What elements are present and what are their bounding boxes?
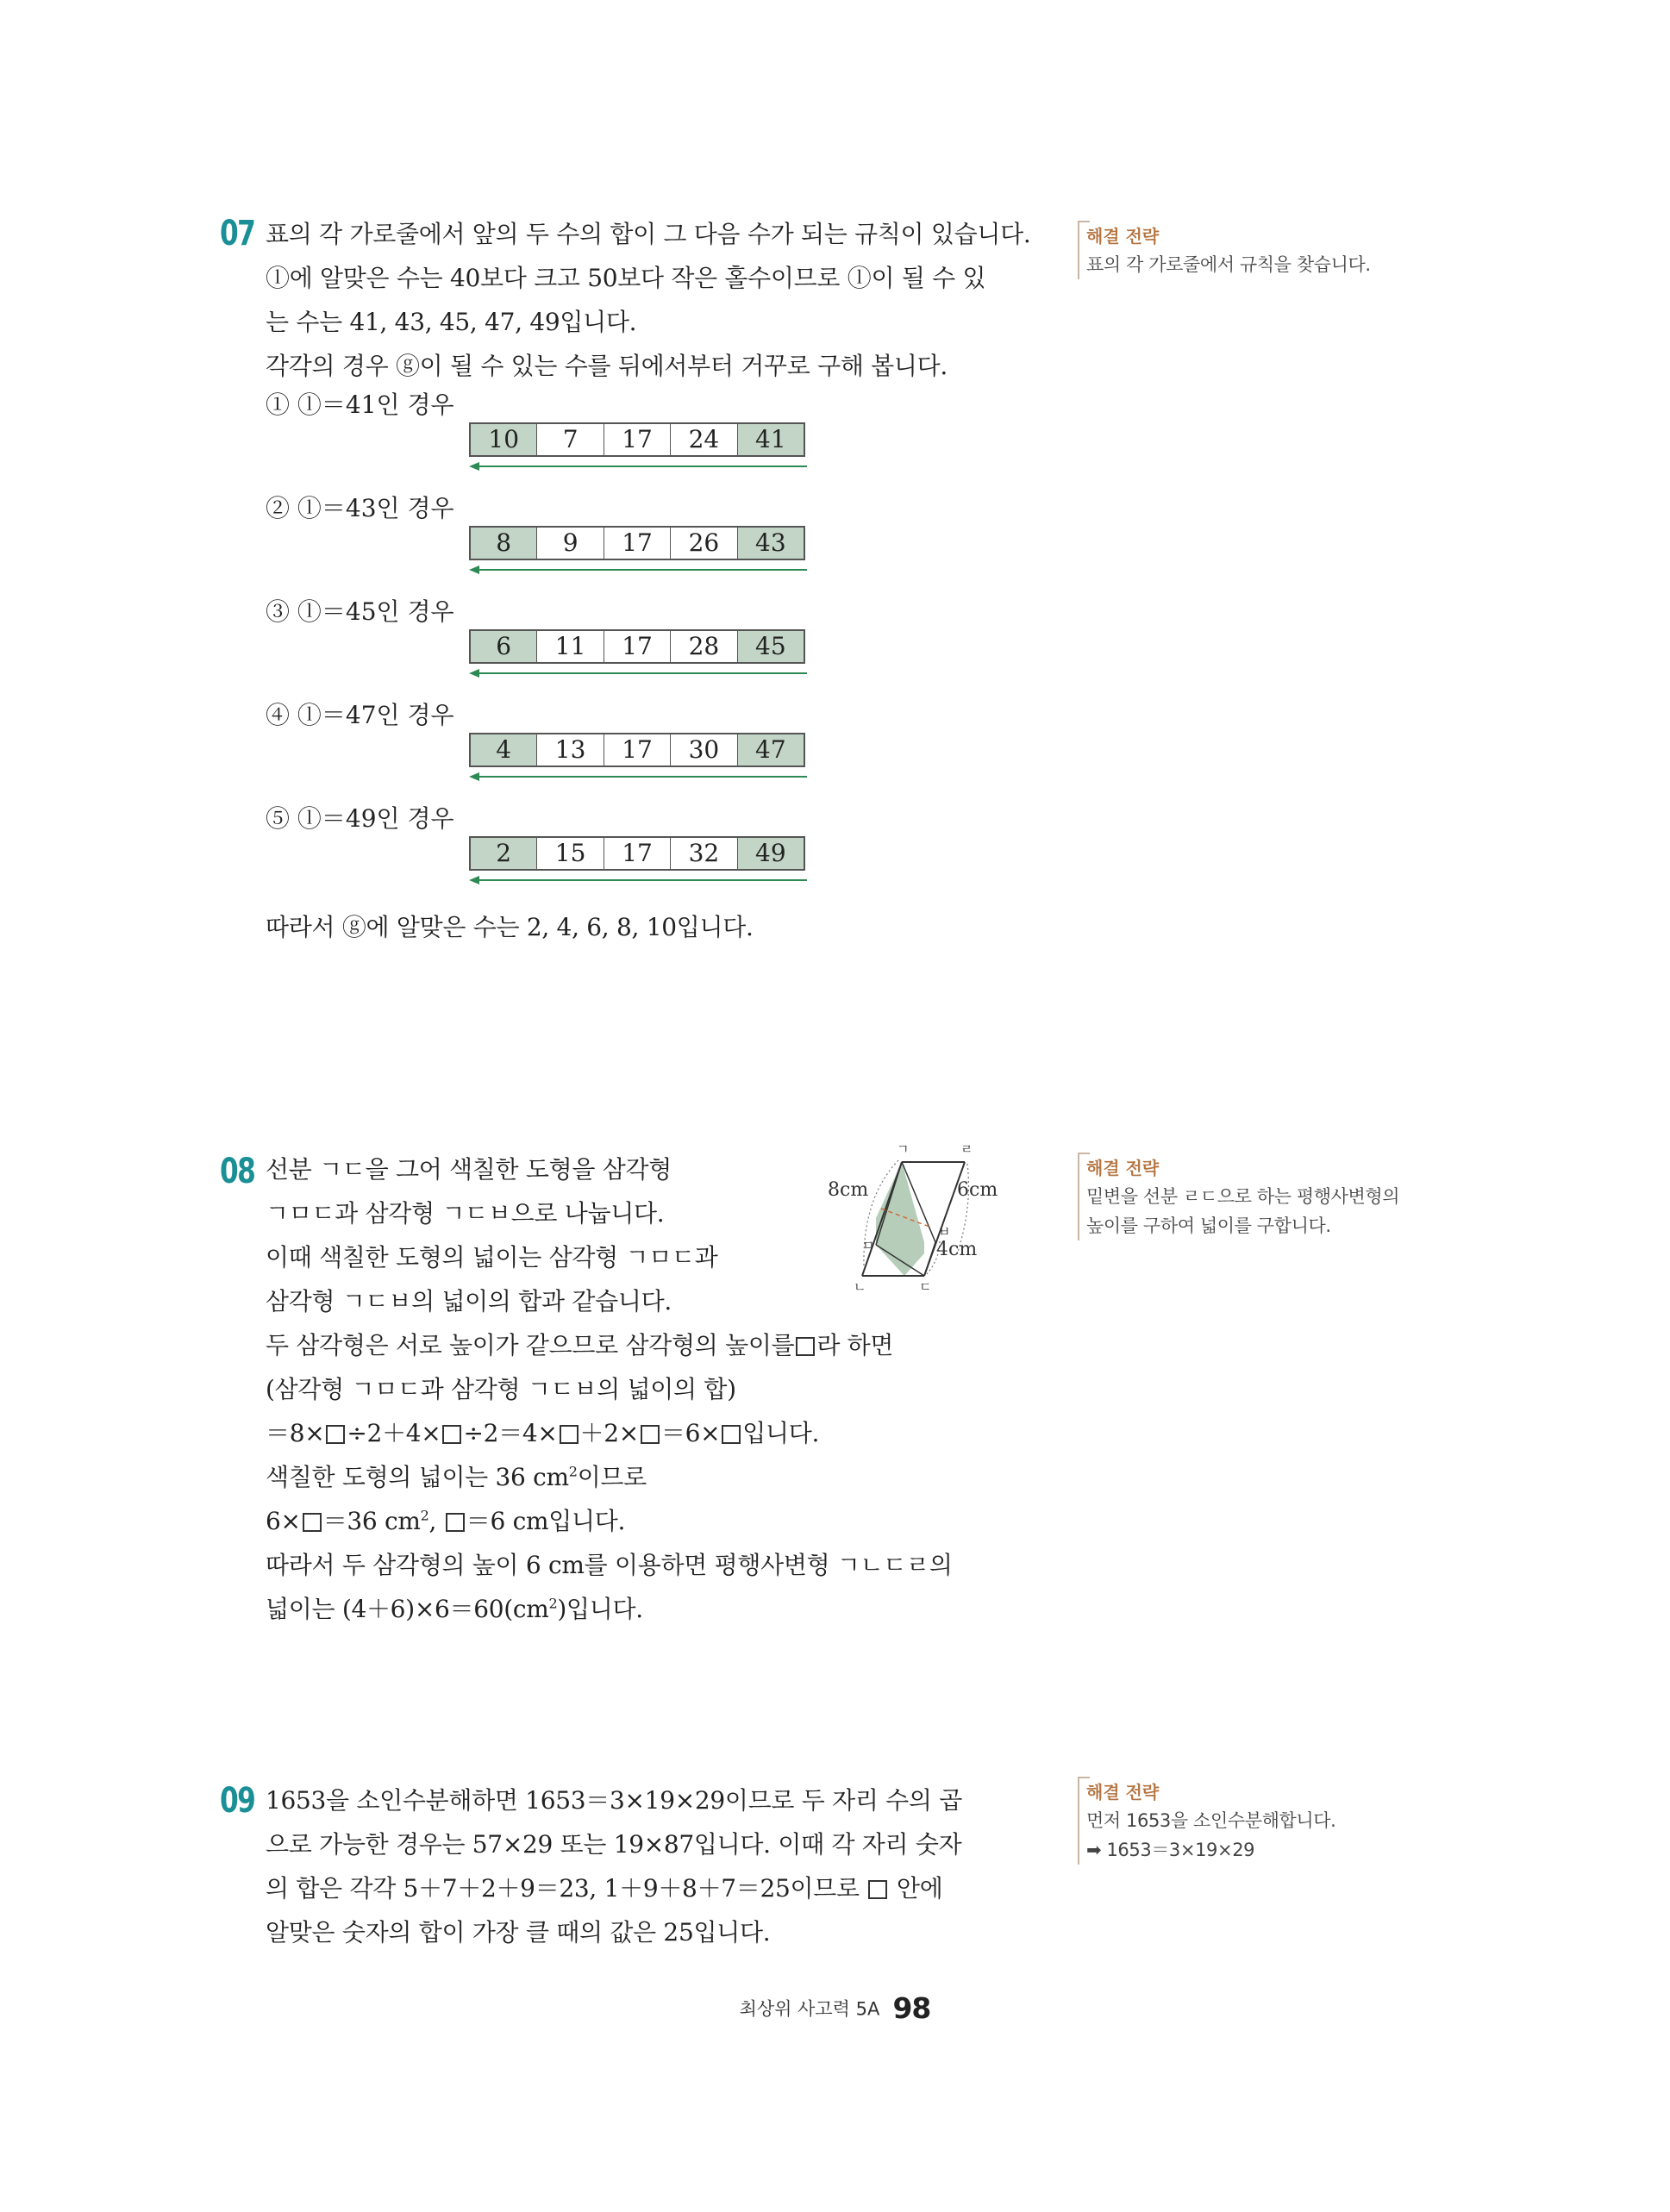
- length-label-8cm: 8cm: [828, 1179, 869, 1201]
- p08-l8c: 이므로: [577, 1463, 647, 1491]
- p08-l11c: )입니다.: [557, 1595, 643, 1623]
- p08-line-3: 이때 색칠한 도형의 넓이는 삼각형 ㄱㅁㄷ과: [266, 1243, 718, 1272]
- vertex-label-g: ㄱ: [897, 1141, 910, 1157]
- sequence-cell: 6: [471, 631, 537, 662]
- p07-line-2: ⓛ에 알맞은 수는 40보다 크고 50보다 작은 홀수이므로 ⓛ이 될 수 있: [266, 264, 986, 292]
- sequence-cell: 15: [537, 838, 604, 869]
- strategy-line: 표의 각 가로줄에서 규칙을 찾습니다.: [1086, 254, 1371, 275]
- p07-case-label: ② ⓛ＝43인 경우: [266, 494, 454, 522]
- sequence-cell: 8: [471, 528, 537, 559]
- p08-strategy-box: [1078, 1154, 1466, 1240]
- p08-l8a: 색칠한 도형의 넓이는 36 cm: [266, 1463, 569, 1491]
- arrow-head: [469, 876, 479, 884]
- sequence-cell: 7: [537, 424, 604, 455]
- p08-line-10: 따라서 두 삼각형의 높이 6 cm를 이용하면 평행사변형 ㄱㄴㄷㄹ의: [266, 1551, 953, 1579]
- sequence-table: [469, 526, 805, 560]
- p09-line-1: 1653을 소인수분해하면 1653＝3×19×29이므로 두 자리 수의 곱: [266, 1786, 963, 1815]
- sequence-table-wrapper: [469, 836, 809, 888]
- p08-l7f: 입니다.: [742, 1419, 820, 1447]
- sequence-cell: 17: [604, 631, 671, 662]
- p08-line-7: [266, 1411, 1024, 1455]
- backward-arrow: [469, 564, 809, 576]
- blank-square: [446, 1513, 465, 1532]
- sequence-cell: 9: [537, 528, 604, 559]
- sequence-cell: 10: [471, 424, 537, 455]
- arrow-head: [469, 462, 479, 471]
- sequence-cell: 17: [604, 528, 671, 559]
- p09-l3-suffix: 안에: [896, 1874, 943, 1903]
- p08-l1: 선분 ㄱㄷ을 그어 색칠한 도형을 삼각형: [266, 1155, 672, 1184]
- p08-l7c: ÷2＝4×: [463, 1419, 558, 1447]
- p08-line-5: [266, 1323, 1024, 1367]
- sequence-cell: 28: [671, 631, 737, 662]
- sequence-cell: 11: [537, 631, 604, 662]
- vertex-label-d: ㄷ: [919, 1279, 932, 1295]
- vertex-label-m: ㅁ: [862, 1238, 875, 1253]
- sequence-cell: 26: [671, 528, 737, 559]
- p08-line-11: [266, 1587, 1024, 1631]
- problem-07-solution: [266, 212, 1031, 949]
- strategy-line: ➡ 1653＝3×19×29: [1086, 1840, 1255, 1860]
- sequence-table-wrapper: [469, 733, 809, 784]
- sequence-cell: 49: [738, 838, 804, 869]
- p07-line-4: 각각의 경우 ⓖ이 될 수 있는 수를 뒤에서부터 거꾸로 구해 봅니다.: [266, 352, 948, 380]
- sequence-cell: 30: [671, 734, 737, 765]
- p09-line-3: [266, 1866, 1024, 1910]
- p09-line-4: 알맞은 숫자의 합이 가장 클 때의 값은 25입니다.: [266, 1918, 771, 1946]
- vertex-label-n: ㄴ: [854, 1279, 866, 1295]
- p08-l7d: ＋2×: [579, 1419, 639, 1447]
- page-footer: [0, 1991, 1670, 2025]
- p08-line-8: [266, 1455, 1024, 1499]
- strategy-line: 먼저 1653을 소인수분해합니다.: [1086, 1810, 1336, 1831]
- sequence-cell: 43: [738, 528, 804, 559]
- p08-line-2: ㄱㅁㄷ과 삼각형 ㄱㄷㅂ으로 나눕니다.: [266, 1199, 665, 1228]
- sequence-table: [469, 629, 805, 664]
- sequence-cell: 4: [471, 734, 537, 765]
- backward-arrow: [469, 667, 809, 679]
- p08-l8-sup: 2: [568, 1463, 578, 1480]
- parallelogram-figure: [828, 1138, 1017, 1302]
- sequence-cell: 17: [604, 424, 671, 455]
- p07-case-label: ④ ⓛ＝47인 경우: [266, 701, 454, 729]
- p08-line-9: [266, 1499, 1024, 1543]
- problem-number-09: 09: [220, 1781, 255, 1821]
- backward-arrow: [469, 874, 809, 886]
- sequence-cell: 2: [471, 838, 537, 869]
- p07-case-label: ① ⓛ＝41인 경우: [266, 391, 454, 419]
- blank-square: [303, 1513, 322, 1532]
- sequence-table-wrapper: [469, 422, 809, 474]
- p07-case-label: ③ ⓛ＝45인 경우: [266, 597, 454, 626]
- sequence-cell: 24: [671, 424, 737, 455]
- strategy-line: 밑변을 선분 ㄹㄷ으로 하는 평행사변형의: [1086, 1186, 1400, 1207]
- p07-line-3: 는 수는 41, 43, 45, 47, 49입니다.: [266, 308, 637, 336]
- p08-l7e: ＝6×: [660, 1419, 721, 1447]
- blank-square: [796, 1337, 815, 1356]
- arrow-head: [469, 772, 479, 781]
- strategy-title: 해결 전략: [1086, 1782, 1160, 1803]
- p08-l9d: ,: [428, 1507, 444, 1535]
- sequence-table: [469, 733, 805, 767]
- p09-strategy-box: [1078, 1778, 1466, 1865]
- blank-square: [868, 1880, 887, 1899]
- p08-l7b: ÷2＋4×: [347, 1419, 441, 1447]
- page-number: 98: [892, 1991, 931, 2025]
- blank-square: [442, 1425, 461, 1444]
- backward-arrow: [469, 460, 809, 472]
- arrow-head: [469, 565, 479, 574]
- length-label-4cm: 4cm: [936, 1239, 978, 1260]
- p07-cases: [266, 388, 1024, 888]
- p08-l5a: 두 삼각형은 서로 높이가 같으므로 삼각형의 높이를: [266, 1331, 795, 1359]
- blank-square: [326, 1425, 345, 1444]
- sequence-cell: 41: [738, 424, 804, 455]
- strategy-title: 해결 전략: [1086, 226, 1160, 247]
- sequence-cell: 47: [738, 734, 804, 765]
- p07-case-label: ⑤ ⓛ＝49인 경우: [266, 804, 454, 833]
- strategy-corner: [1078, 1777, 1090, 1778]
- sequence-cell: 13: [537, 734, 604, 765]
- sequence-table-wrapper: [469, 629, 809, 681]
- problem-number-08: 08: [220, 1152, 255, 1191]
- book-title: 최상위 사고력 5A: [739, 1998, 880, 2020]
- p08-line-6: (삼각형 ㄱㅁㄷ과 삼각형 ㄱㄷㅂ의 넓이의 합): [266, 1375, 736, 1403]
- p08-l11a: 넓이는 (4＋6)×6＝60(cm: [266, 1595, 549, 1623]
- sequence-table: [469, 836, 805, 871]
- p08-l9e: ＝6 cm입니다.: [466, 1507, 626, 1535]
- sequence-cell: 17: [604, 838, 671, 869]
- p08-l7a: ＝8×: [266, 1419, 325, 1447]
- p07-strategy-box: [1078, 222, 1466, 279]
- sequence-table-wrapper: [469, 526, 809, 578]
- shaded-region: [876, 1162, 924, 1276]
- length-label-6cm: 6cm: [957, 1179, 998, 1201]
- sequence-cell: 17: [604, 734, 671, 765]
- problem-09-solution: [266, 1778, 1024, 1954]
- blank-square: [560, 1425, 579, 1444]
- p08-l11-sup: 2: [548, 1595, 558, 1612]
- p09-l3: 의 합은 각각 5＋7＋2＋9＝23, 1＋9＋8＋7＝25이므로: [266, 1874, 860, 1903]
- vertex-label-r: ㄹ: [960, 1141, 973, 1157]
- p08-l9-sup: 2: [420, 1507, 429, 1524]
- p08-l9b: ＝36 cm: [322, 1507, 421, 1535]
- p07-conclusion: 따라서 ⓖ에 알맞은 수는 2, 4, 6, 8, 10입니다.: [266, 913, 754, 941]
- blank-square: [641, 1425, 660, 1444]
- strategy-title: 해결 전략: [1086, 1158, 1160, 1178]
- vertex-label-b: ㅂ: [938, 1224, 951, 1240]
- p08-l9a: 6×: [266, 1507, 301, 1535]
- problem-number-07: 07: [220, 214, 255, 253]
- sequence-cell: 32: [671, 838, 737, 869]
- sequence-table: [469, 422, 805, 457]
- sequence-cell: 45: [738, 631, 804, 662]
- arrow-head: [469, 669, 479, 678]
- strategy-corner: [1078, 1153, 1090, 1154]
- p07-line-1: 표의 각 가로줄에서 앞의 두 수의 합이 그 다음 수가 되는 규칙이 있습니다.: [266, 220, 1031, 248]
- p08-line-4: 삼각형 ㄱㄷㅂ의 넓이의 합과 같습니다.: [266, 1287, 672, 1315]
- backward-arrow: [469, 771, 809, 783]
- p08-l5b: 라 하면: [816, 1331, 894, 1359]
- strategy-line: 높이를 구하여 넓이를 구합니다.: [1086, 1215, 1331, 1236]
- blank-square: [722, 1425, 741, 1444]
- strategy-corner: [1078, 221, 1090, 222]
- p09-line-2: 으로 가능한 경우는 57×29 또는 19×87입니다. 이때 각 자리 숫자: [266, 1830, 962, 1859]
